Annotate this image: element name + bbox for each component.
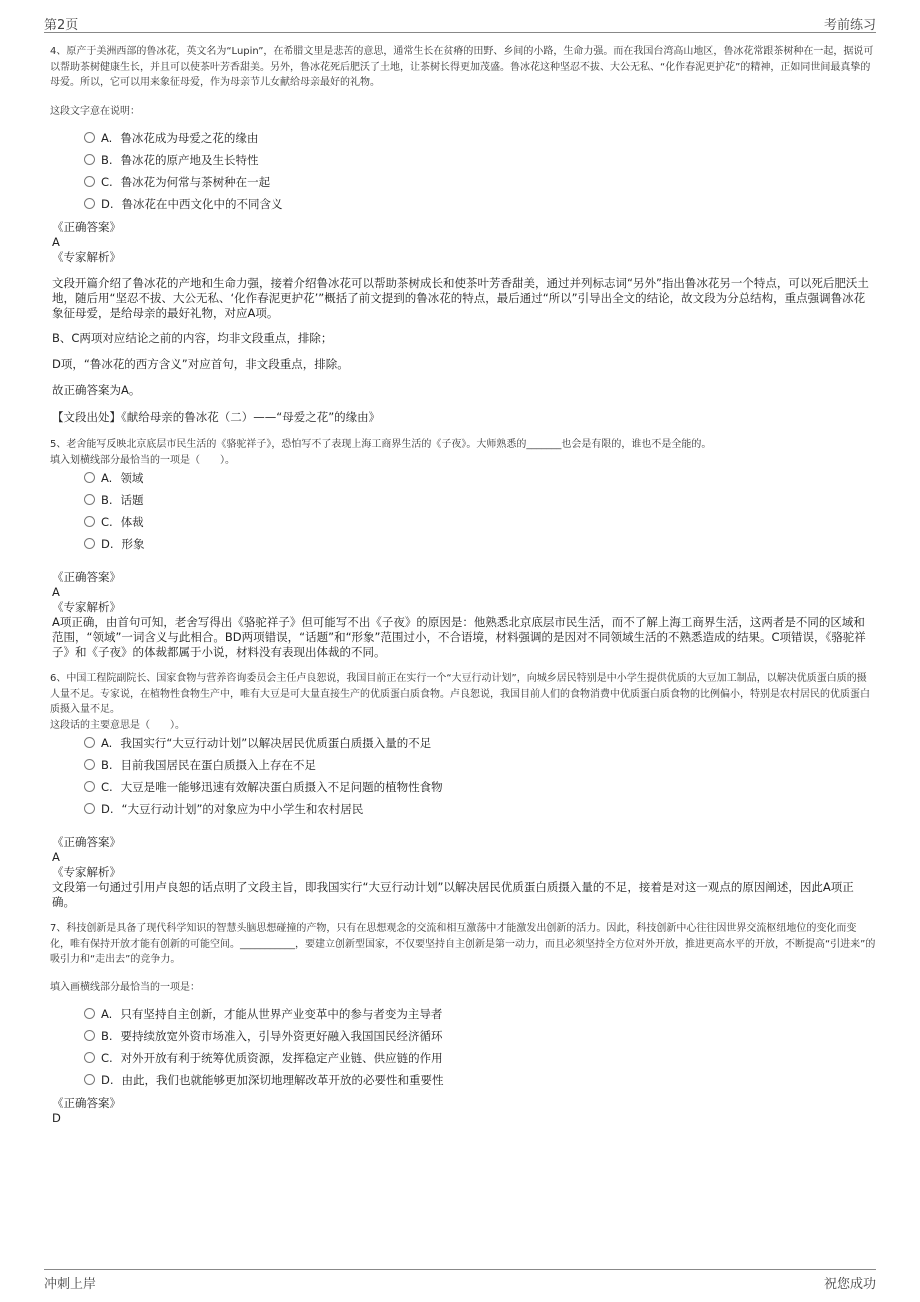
q6-option-c[interactable]: C. 大豆是唯一能够迅速有效解决蛋白质摄入不足问题的植物性食物 [84,778,443,796]
q6-analysis: 文段第一句通过引用卢良恕的话点明了文段主旨，即我国实行“大豆行动计划”以解决居民优质蛋白质摄入量的不足，接着是对这一观点的原因阐述，因此A项正确。 [52,880,854,909]
footer-left-text: 冲刺上岸 [44,1277,97,1292]
q5-option-c[interactable]: C. 体裁 [84,513,144,531]
q4-option-b[interactable]: B. 鲁冰花的原产地及生长特性 [84,151,259,169]
q6-answer-label: 《正确答案》 [52,835,121,849]
footer-divider [44,1269,876,1270]
radio-icon[interactable] [84,198,95,209]
radio-icon[interactable] [84,759,95,770]
page-header [44,14,876,34]
radio-icon[interactable] [84,538,95,549]
question-6-prompt: 这段话的主要意思是（ ）。 [50,720,185,731]
q5-analysis: A项正确，由首句可知，老舍写得出《骆驼祥子》但可能写不出《子夜》的原因是：他熟悉北京底层市民生活，而不了解上海工商界生活，这两者是不同的区域和范围，“领域”一词含义与此相合。BD两项错误，“话题”和“形象”范围过小，不合语境，材料强调的是因对不同领域生活的不熟悉造成的结果。C项错误，《骆驼祥子》和《子夜》的体裁都属于小说，材料没有表现出体裁的不同。 [52,615,866,659]
radio-icon[interactable] [84,1074,95,1085]
q5-option-d[interactable]: D. 形象 [84,535,145,553]
q7-option-a[interactable]: A. 只有坚持自主创新，才能从世界产业变革中的参与者变为主导者 [84,1005,442,1023]
q5-answer: A [52,585,60,599]
q4-analysis-label: 《专家解析》 [52,250,121,264]
question-4-text: 4、原产于美洲西部的鲁冰花，英文名为“Lupin”，在希腊文里是悲苦的意思，通常生长在贫瘠的田野、乡间的小路，生命力强。而在我国台湾高山地区，鲁冰花常跟茶树种在一起，据说可以帮助茶树健康生长，并且可以使茶叶芳香甜美。另外，鲁冰花死后肥沃了土地，让茶树长得更加茂盛。鲁冰花这种坚忍不拔、大公无私、“化作春泥更护花”的精神，正如同世间最真挚的母爱。所以，它可以用来象征母爱，作为母亲节儿女献给母亲最好的礼物。 [50,46,874,88]
header-title: 考前练习 [823,18,876,33]
q6-analysis-label: 《专家解析》 [52,865,121,879]
q7-option-c[interactable]: C. 对外开放有利于统筹优质资源，发挥稳定产业链、供应链的作用 [84,1049,443,1067]
radio-icon[interactable] [84,781,95,792]
q5-option-a[interactable]: A. 领域 [84,469,143,487]
question-5-prompt: 填入划横线部分最恰当的一项是（ ）。 [50,455,235,466]
radio-icon[interactable] [84,494,95,505]
q7-answer: D [52,1111,61,1125]
q4-analysis-p2: B、C两项对应结论之前的内容，均非文段重点，排除； [52,331,333,345]
q5-option-b[interactable]: B. 话题 [84,491,144,509]
q4-option-c[interactable]: C. 鲁冰花为何常与茶树种在一起 [84,173,270,191]
q4-analysis-p3: D项，“鲁冰花的西方含义”对应首句，非文段重点，排除。 [52,357,349,371]
header-divider [44,32,876,33]
question-4-prompt: 这段文字意在说明： [50,106,140,117]
footer-right-text: 祝您成功 [823,1277,876,1292]
page-footer [44,1273,876,1293]
q6-option-b[interactable]: B. 目前我国居民在蛋白质摄入上存在不足 [84,756,316,774]
radio-icon[interactable] [84,737,95,748]
radio-icon[interactable] [84,154,95,165]
radio-icon[interactable] [84,132,95,143]
radio-icon[interactable] [84,1052,95,1063]
radio-icon[interactable] [84,803,95,814]
page-number: 第2页 [44,18,79,33]
q6-answer: A [52,850,60,864]
q5-analysis-label: 《专家解析》 [52,600,121,614]
radio-icon[interactable] [84,516,95,527]
q4-answer-label: 《正确答案》 [52,220,121,234]
question-5-text: 5、老舍能写反映北京底层市民生活的《骆驼祥子》，恐怕写不了表现上海工商界生活的《子夜》。大师熟悉的_______也会是有限的，谁也不是全能的。 [50,439,712,450]
radio-icon[interactable] [84,1008,95,1019]
q7-option-b[interactable]: B. 要持续放宽外资市场准入，引导外资更好融入我国国民经济循环 [84,1027,443,1045]
q7-answer-label: 《正确答案》 [52,1096,121,1110]
radio-icon[interactable] [84,1030,95,1041]
q4-option-a[interactable]: A. 鲁冰花成为母爱之花的缘由 [84,129,258,147]
q6-option-a[interactable]: A. 我国实行“大豆行动计划”以解决居民优质蛋白质摄入量的不足 [84,734,431,752]
q4-source: 【文段出处】《献给母亲的鲁冰花（二）——“母爱之花”的缘由》 [52,410,381,424]
question-7-text: 7、科技创新是具备了现代科学知识的智慧头脑思想碰撞的产物，只有在思想观念的交流和相互激荡中才能激发出创新的活力。因此，科技创新中心往往因世界交流枢纽地位的变化而变化，唯有保持开放才能有创新的可能空间。___________，要建立创新型国家，不仅要坚持自主创新是第一动力，而且必须坚持全方位对外开放，推进更高水平的开放，不断提高“引进来”的吸引力和“走出去”的竞争力。 [50,923,876,965]
q6-option-d[interactable]: D. “大豆行动计划”的对象应为中小学生和农村居民 [84,800,363,818]
q4-analysis-p1: 文段开篇介绍了鲁冰花的产地和生命力强，接着介绍鲁冰花可以帮助茶树成长和使茶叶芳香甜美，通过并列标志词“另外”指出鲁冰花另一个特点，可以死后肥沃土地，随后用“坚忍不拔、大公无私、‘化作春泥更护花’”概括了前文提到的鲁冰花的特点，最后通过“所以”引导出全文的结论，故文段为分总结构，重点强调鲁冰花象征母爱，是给母亲的最好礼物，对应A项。 [52,276,869,320]
question-6-text: 6、中国工程院副院长、国家食物与营养咨询委员会主任卢良恕说，我国目前正在实行一个“大豆行动计划”，向城乡居民特别是中小学生提供优质的大豆加工制品，以解决优质蛋白质的摄人量不足。专家说，在植物性食物生产中，唯有大豆是可大量直接生产的优质蛋白质食物。卢良恕说，我国目前人们的食物消费中优质蛋白质食物的比例偏小，特别是农村居民的优质蛋白质摄入量不足。 [50,673,870,715]
radio-icon[interactable] [84,472,95,483]
q7-option-d[interactable]: D. 由此，我们也就能够更加深切地理解改革开放的必要性和重要性 [84,1071,444,1089]
q4-analysis-p4: 故正确答案为A。 [52,383,141,397]
q4-option-d[interactable]: D. 鲁冰花在中西文化中的不同含义 [84,195,283,213]
radio-icon[interactable] [84,176,95,187]
q5-answer-label: 《正确答案》 [52,570,121,584]
q4-answer: A [52,235,60,249]
question-7-prompt: 填入画横线部分最恰当的一项是： [50,982,200,993]
